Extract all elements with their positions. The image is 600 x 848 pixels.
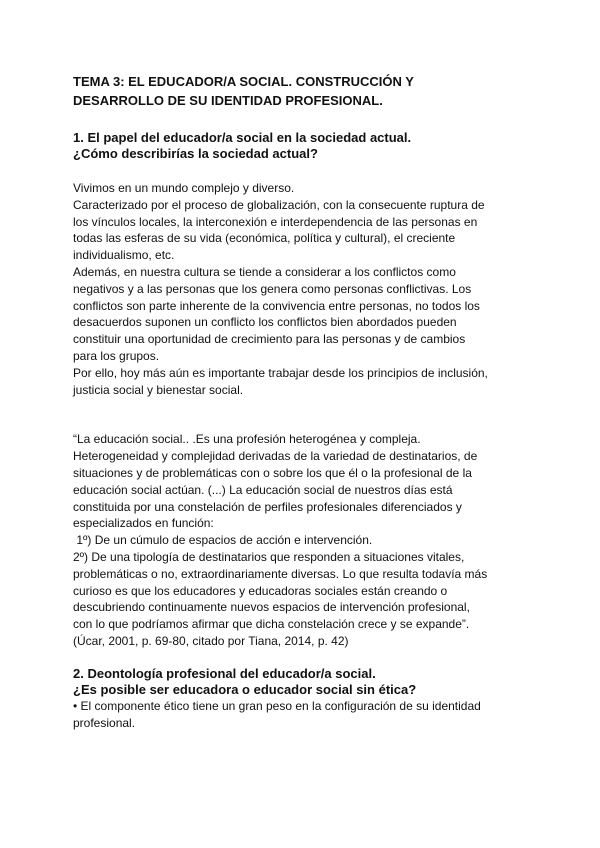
quote-line: especializados en función: bbox=[73, 516, 214, 531]
title-line-2: DESARROLLO DE SU IDENTIDAD PROFESIONAL. bbox=[73, 93, 383, 108]
quote-line: descubriendo continuamente nuevos espacios de intervención profesional, bbox=[73, 600, 470, 615]
quote-block bbox=[73, 431, 533, 649]
section-1-heading bbox=[73, 130, 533, 162]
section-2-body bbox=[73, 698, 533, 732]
quote-line: problemáticas o no, extraordinariamente diversas. Lo que resulta todavía más bbox=[73, 566, 488, 581]
section-1-line: Además, en nuestra cultura se tiende a considerar a los conflictos como bbox=[73, 264, 456, 279]
section-1-line: todas las esferas de su vida (económica, política y cultural), el creciente bbox=[73, 231, 456, 246]
section-1-body bbox=[73, 180, 533, 398]
section-1-line: Vivimos en un mundo complejo y diverso. bbox=[73, 181, 295, 195]
section-1-heading-line-1: 1. El papel del educador/a social en la sociedad actual. bbox=[73, 130, 412, 145]
quote-line: Heterogeneidad y complejidad derivadas de la variedad de destinatarios, de bbox=[73, 449, 478, 464]
quote-line: “La educación social.. .Es una profesión heterogénea y compleja. bbox=[73, 432, 421, 447]
quote-line: con lo que podríamos afirmar que dicha constelación crece y se expande”. bbox=[73, 617, 470, 632]
section-2-heading-line-2: ¿Es posible ser educadora o educador social sin ética? bbox=[73, 681, 417, 697]
document-title bbox=[73, 72, 533, 110]
quote-line: situaciones y de problemáticas con o sobre los que él o la profesional de la bbox=[73, 465, 472, 480]
section-2-heading-line-1: 2. Deontología profesional del educador/a social. bbox=[73, 665, 376, 681]
title-line-1: TEMA 3: EL EDUCADOR/A SOCIAL. CONSTRUCCIÓN Y bbox=[73, 74, 414, 89]
quote-line: 1º) De un cúmulo de espacios de acción e intervención. bbox=[73, 533, 373, 548]
bullet-item-continuation: profesional. bbox=[73, 715, 136, 730]
section-1-line: constituir una oportunidad de crecimiento para las personas y de cambios bbox=[73, 332, 466, 347]
bullet-item: • El componente ético tiene un gran peso en la configuración de su identidad bbox=[73, 698, 481, 713]
document-page bbox=[73, 72, 533, 731]
section-2-heading bbox=[73, 666, 533, 698]
quote-line: curioso es que los educadores y educadoras sociales están creando o bbox=[73, 583, 448, 598]
section-1-line: conflictos son parte inherente de la convivencia entre personas, no todos los bbox=[73, 298, 480, 313]
quote-citation: (Úcar, 2001, p. 69-80, citado por Tiana, 2014, p. 42) bbox=[73, 633, 349, 648]
section-1-line: los vínculos locales, la interconexión e interdependencia de las personas en bbox=[73, 214, 478, 229]
section-1-line: justicia social y bienestar social. bbox=[73, 382, 244, 397]
section-1-line: para los grupos. bbox=[73, 348, 160, 363]
quote-line: constituida por una constelación de perfiles profesionales diferenciados y bbox=[73, 499, 462, 514]
section-1-line: Por ello, hoy más aún es importante trabajar desde los principios de inclusión, bbox=[73, 365, 488, 380]
section-1-line: Caracterizado por el proceso de globalización, con la consecuente ruptura de bbox=[73, 197, 485, 212]
section-1-line: individualismo, etc. bbox=[73, 248, 175, 263]
section-1-line: desacuerdos suponen un conflicto los conflictos bien abordados pueden bbox=[73, 315, 457, 330]
section-1-heading-line-2: ¿Cómo describirías la sociedad actual? bbox=[73, 146, 318, 161]
quote-line: 2º) De una tipología de destinatarios que responden a situaciones vitales, bbox=[73, 549, 465, 564]
quote-line: educación social actúan. (...) La educación social de nuestros días está bbox=[73, 482, 453, 497]
section-1-line: negativos y a las personas que los genera como personas conflictivas. Los bbox=[73, 281, 472, 296]
